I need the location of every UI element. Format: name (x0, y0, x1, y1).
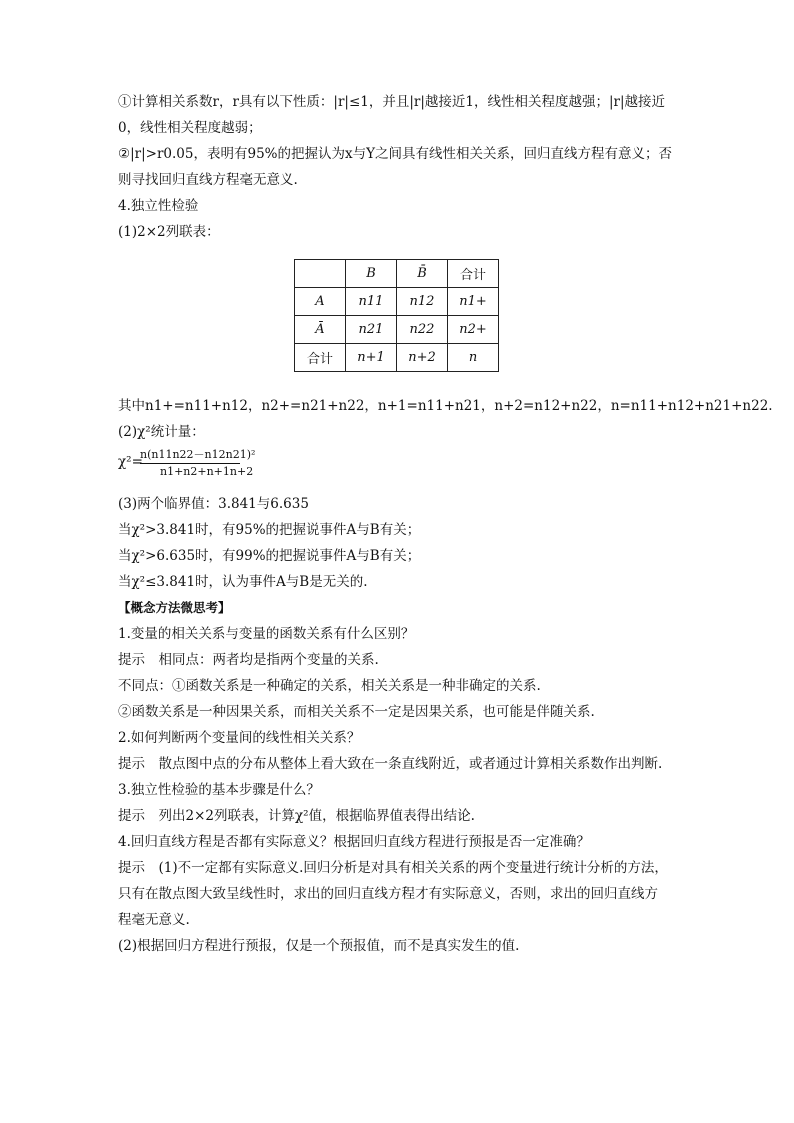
table-cell: A (295, 288, 346, 316)
text-line: (2)χ²统计量： (118, 424, 205, 440)
answer: 程毫无意义. (118, 912, 190, 928)
table-cell (295, 260, 346, 288)
question: 2.如何判断两个变量间的线性相关关系？ (118, 730, 361, 746)
answer: 不同点：①函数关系是一种确定的关系，相关关系是一种非确定的关系. (118, 678, 541, 694)
table-cell: n1+ (448, 288, 499, 316)
table-cell: B̄ (397, 260, 448, 288)
answer: 提示 散点图中点的分布从整体上看大致在一条直线附近，或者通过计算相关系数作出判断. (118, 756, 663, 772)
table-row (295, 316, 499, 344)
table-cell: B (346, 260, 397, 288)
text-line: 当χ²>3.841时，有95%的把握说事件A与B有关； (118, 522, 421, 538)
table-cell: n12 (397, 288, 448, 316)
answer: 提示 (1)不一定都有实际意义.回归分析是对具有相关关系的两个变量进行统计分析的方法， (118, 860, 668, 876)
text-line: ①计算相关系数r，r具有以下性质：|r|≤1，并且|r|越接近1，线性相关程度越强；|r|越接近 (118, 94, 666, 110)
table-cell: n22 (397, 316, 448, 344)
question: 1.变量的相关关系与变量的函数关系有什么区别？ (118, 626, 415, 642)
text-line: 当χ²>6.635时，有99%的把握说事件A与B有关； (118, 548, 421, 564)
question: 4.回归直线方程是否都有实际意义？根据回归直线方程进行预报是否一定准确？ (118, 834, 590, 850)
table-cell: n2+ (448, 316, 499, 344)
chi-square-formula (118, 446, 278, 486)
question: 3.独立性检验的基本步骤是什么？ (118, 782, 320, 798)
text-line: (1)2×2列联表： (118, 224, 220, 240)
table-cell: n11 (346, 288, 397, 316)
formula-numerator: n(n11n22－n12n21)² (140, 448, 256, 461)
text-line: (3)两个临界值：3.841与6.635 (118, 496, 309, 512)
table-row (295, 344, 499, 372)
formula-lhs: χ²= (118, 454, 143, 470)
text-line: 0，线性相关程度越弱； (118, 120, 262, 136)
table-row (295, 260, 499, 288)
answer: 提示 列出2×2列联表，计算χ²值，根据临界值表得出结论. (118, 808, 475, 824)
section-heading: 4.独立性检验 (118, 198, 199, 214)
answer: 只有在散点图大致呈线性时，求出的回归直线方程才有实际意义，否则，求出的回归直线方 (118, 886, 658, 902)
text-line: ②|r|>r0.05，表明有95%的把握认为x与Y之间具有线性相关关系，回归直线方程有意义；否 (118, 146, 673, 162)
section-heading: 【概念方法微思考】 (118, 600, 231, 615)
table-cell: n+2 (397, 344, 448, 372)
table-cell: 合计 (448, 260, 499, 288)
text-line: 其中n1+=n11+n12，n2+=n21+n22，n+1=n11+n21，n+2=n12+n22，n=n11+n12+n21+n22. (118, 398, 773, 414)
table-cell: Ā (295, 316, 346, 344)
table-cell: n (448, 344, 499, 372)
table-cell: 合计 (295, 344, 346, 372)
table-row (295, 288, 499, 316)
answer: 提示 相同点：两者均是指两个变量的关系. (118, 652, 379, 668)
contingency-table (294, 259, 499, 372)
text-line: 当χ²≤3.841时，认为事件A与B是无关的. (118, 574, 368, 590)
answer: (2)根据回归方程进行预报，仅是一个预报值，而不是真实发生的值. (118, 938, 520, 954)
table-cell: n21 (346, 316, 397, 344)
table-cell: n+1 (346, 344, 397, 372)
text-line: 则寻找回归直线方程毫无意义. (118, 172, 298, 188)
formula-denominator: n1+n2+n+1n+2 (160, 465, 254, 478)
answer: ②函数关系是一种因果关系，而相关关系不一定是因果关系，也可能是伴随关系. (118, 704, 595, 720)
fraction-bar (140, 463, 240, 464)
